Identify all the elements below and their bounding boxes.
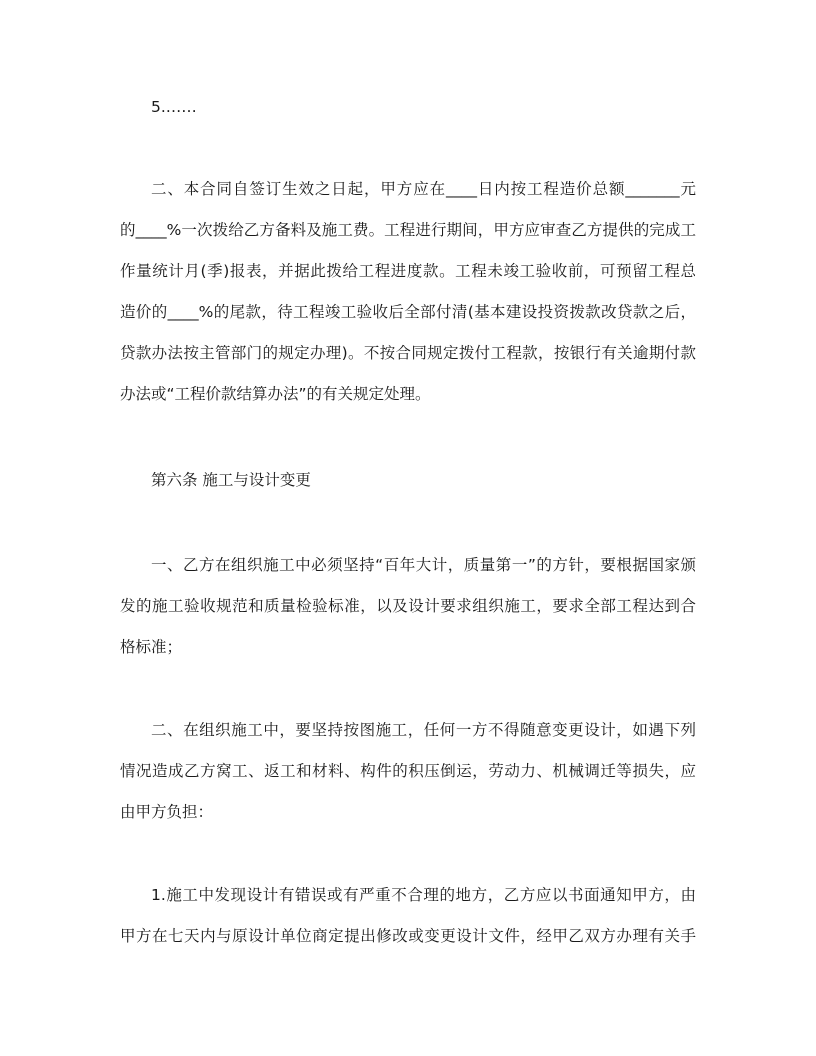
clause-2-line-2: 的____%一次拨给乙方备料及施工费。工程进行期间，甲方应审查乙方提供的完成工 <box>120 221 696 239</box>
article-6-clause-1-line-1: 一、乙方在组织施工中必须坚持“百年大计，质量第一”的方针，要根据国家颁 <box>151 556 696 574</box>
item-5-line: 5.…… <box>151 98 197 116</box>
clause-2-line-4: 造价的____%的尾款，待工程竣工验收后全部付清(基本建设投资拨款改贷款之后， <box>120 303 696 321</box>
article-6-item-1-line-1: 1.施工中发现设计有错误或有严重不合理的地方，乙方应以书面通知甲方，由 <box>151 886 696 904</box>
clause-2-line-5: 贷款办法按主管部门的规定办理)。不按合同规定拨付工程款，按银行有关逾期付款 <box>120 344 696 362</box>
article-6-clause-2-line-2: 情况造成乙方窝工、返工和材料、构件的积压倒运，劳动力、机械调迁等损失，应 <box>120 762 696 780</box>
article-6-clause-2-line-3: 由甲方负担： <box>120 803 214 821</box>
article-6-clause-1-line-2: 发的施工验收规范和质量检验标准，以及设计要求组织施工，要求全部工程达到合 <box>120 597 696 615</box>
article-6-item-1-line-2: 甲方在七天内与原设计单位商定提出修改或变更设计文件，经甲乙双方办理有关手 <box>120 927 696 945</box>
clause-2-line-6: 办法或“工程价款结算办法”的有关规定处理。 <box>120 385 431 403</box>
article-6-heading: 第六条 施工与设计变更 <box>151 471 311 489</box>
article-6-clause-1-line-3: 格标准； <box>120 638 183 656</box>
clause-2-line-1: 二、本合同自签订生效之日起，甲方应在____日内按工程造价总额_______元 <box>151 180 696 198</box>
clause-2-line-3: 作量统计月(季)报表，并据此拨给工程进度款。工程未竣工验收前，可预留工程总 <box>120 262 696 280</box>
article-6-clause-2-line-1: 二、在组织施工中，要坚持按图施工，任何一方不得随意变更设计，如遇下列 <box>151 721 696 739</box>
